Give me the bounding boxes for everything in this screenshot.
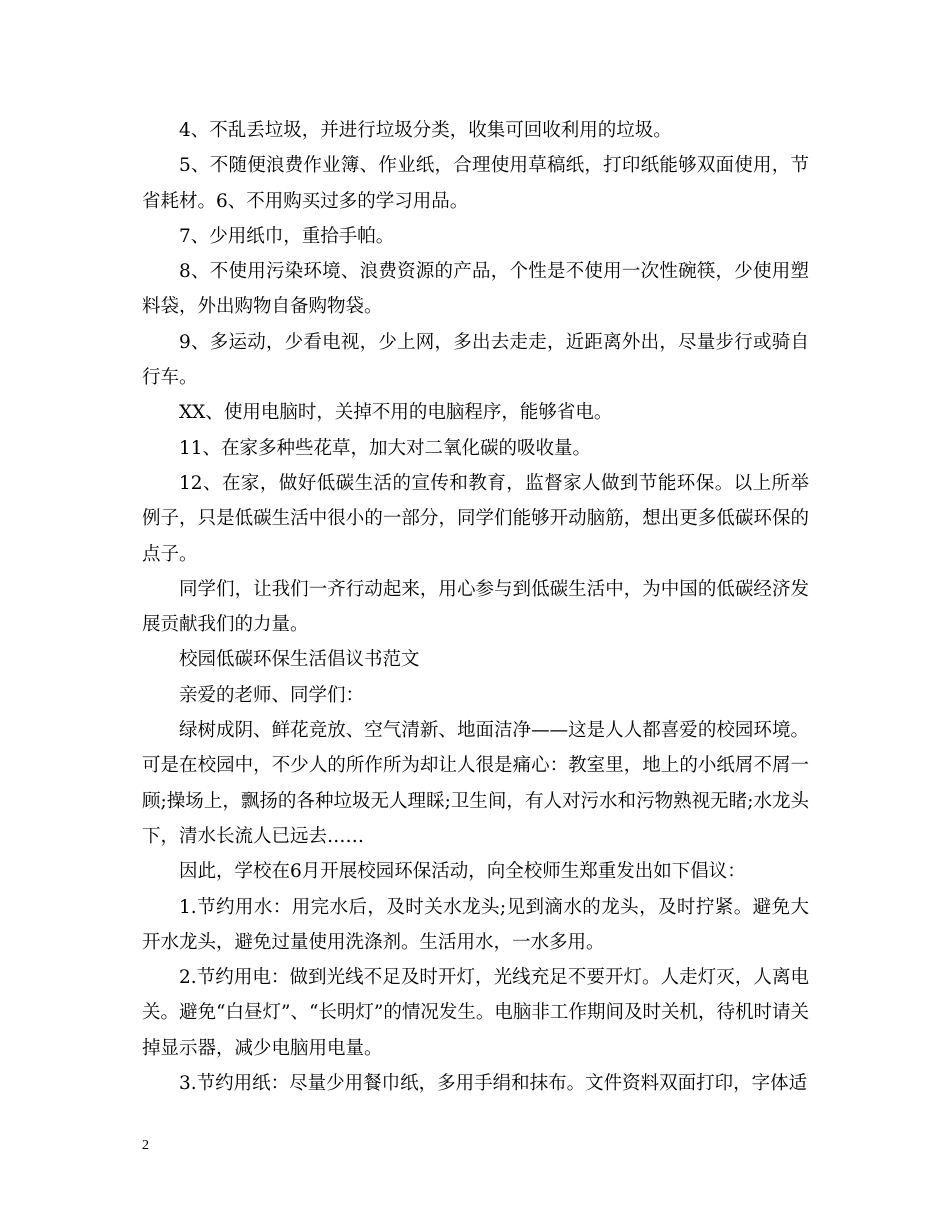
page-number: 2 bbox=[142, 1138, 149, 1153]
document-body bbox=[142, 113, 809, 1101]
paragraph-item-5-6: 5、不随便浪费作业簿、作业纸，合理使用草稿纸，打印纸能够双面使用，节省耗材。6、不用购买过多的学习用品。 bbox=[142, 155, 809, 212]
paragraph-item-11: 11、在家多种些花草，加大对二氧化碳的吸收量。 bbox=[179, 437, 592, 459]
paragraph-save-water: 1.节约用水：用完水后，及时关水龙头;见到滴水的龙头，及时拧紧。避免大开水龙头，避免过量使用洗涤剂。生活用水，一水多用。 bbox=[142, 896, 809, 953]
paragraph-intro: 绿树成阴、鲜花竞放、空气清新、地面洁净——这是人人都喜爱的校园环境。可是在校园中，不少人的所作所为却让人很是痛心：教室里，地上的小纸屑不屑一顾;操场上，飘扬的各种垃圾无人理睬;卫生间，有人对污水和污物熟视无睹;水龙头下，清水长流人已远去…… bbox=[142, 720, 809, 847]
paragraph-item-12: 12、在家，做好低碳生活的宣传和教育，监督家人做到节能环保。以上所举例子，只是低碳生活中很小的一部分，同学们能够开动脑筋，想出更多低碳环保的点子。 bbox=[142, 472, 809, 565]
paragraph-save-paper: 3.节约用纸：尽量少用餐巾纸，多用手绢和抹布。文件资料双面打印，字体适 bbox=[179, 1073, 808, 1095]
paragraph-save-electricity: 2.节约用电：做到光线不足及时开灯，光线充足不要开灯。人走灯灭，人离电关。避免“白昼灯”、“长明灯”的情况发生。电脑非工作期间及时关机，待机时请关掉显示器，减少电脑用电量。 bbox=[142, 967, 809, 1059]
salutation: 亲爱的老师、同学们： bbox=[179, 684, 365, 706]
paragraph-item-7: 7、少用纸巾，重拾手帕。 bbox=[179, 225, 395, 247]
paragraph-closing: 同学们，让我们一齐行动起来，用心参与到低碳生活中，为中国的低碳经济发展贡献我们的力量。 bbox=[142, 578, 809, 636]
paragraph-item-xx: XX、使用电脑时，关掉不用的电脑程序，能够省电。 bbox=[179, 402, 613, 424]
paragraph-item-4: 4、不乱丢垃圾，并进行垃圾分类，收集可回收利用的垃圾。 bbox=[179, 120, 672, 141]
paragraph-proposal-intro: 因此，学校在6月开展校园环保活动，向全校师生郑重发出如下倡议： bbox=[179, 861, 746, 883]
paragraph-item-9: 9、多运动，少看电视，少上网，多出去走走，近距离外出，尽量步行或骑自行车。 bbox=[142, 331, 809, 389]
section-title: 校园低碳环保生活倡议书范文 bbox=[179, 649, 420, 671]
paragraph-item-8: 8、不使用污染环境、浪费资源的产品，个性是不使用一次性碗筷，少使用塑料袋，外出购物自备购物袋。 bbox=[142, 261, 809, 318]
